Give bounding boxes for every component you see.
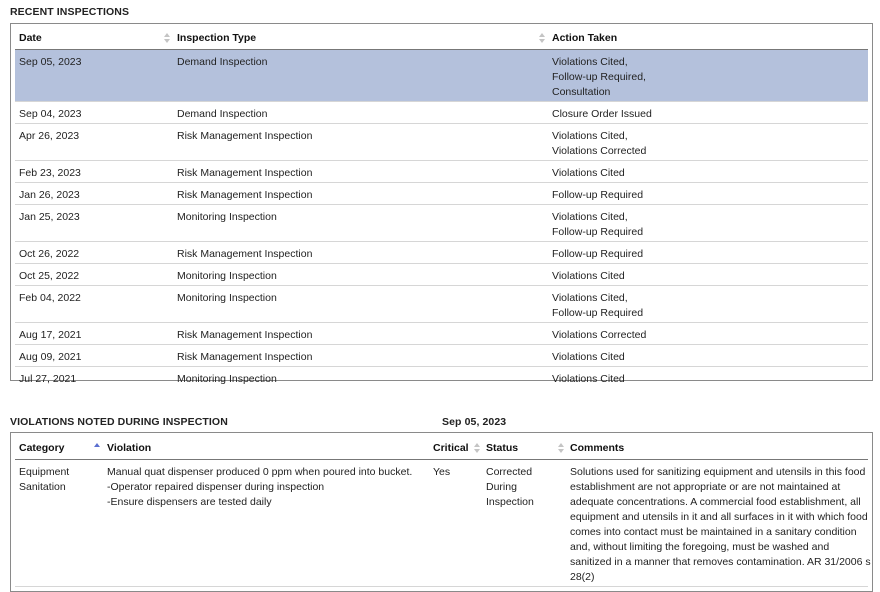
table-row[interactable]: [15, 286, 868, 323]
inspection-type-cell: Monitoring Inspection: [177, 292, 277, 304]
inspection-type-cell: Risk Management Inspection: [177, 351, 313, 363]
date-cell: Sep 05, 2023: [19, 56, 82, 68]
date-cell: Sep 04, 2023: [19, 108, 82, 120]
category-cell: [19, 465, 69, 495]
comments-cell-line: and, without limiting the foregoing, must be washed and: [570, 541, 830, 553]
comments-cell-line: 28(2): [570, 571, 595, 583]
inspection-type-cell: Risk Management Inspection: [177, 189, 313, 201]
col-header-inspection-type[interactable]: Inspection Type: [177, 32, 257, 44]
action-taken-cell: [552, 210, 643, 240]
inspections-header-row: [11, 24, 872, 49]
action-taken-cell: [552, 55, 646, 100]
action-taken-cell-line: Follow-up Required: [552, 307, 644, 319]
action-taken-cell-line: Violations Cited: [552, 167, 625, 179]
violation-cell-line: Manual quat dispenser produced 0 ppm when poured into bucket.: [107, 466, 413, 478]
violations-table: [10, 432, 873, 592]
table-row[interactable]: [15, 367, 868, 388]
date-cell: Jan 25, 2023: [19, 211, 80, 223]
col-header-action-taken[interactable]: Action Taken: [552, 32, 618, 44]
recent-inspections-title: RECENT INSPECTIONS: [10, 6, 130, 18]
action-taken-cell-line: Violations Cited,: [552, 56, 628, 68]
action-taken-cell-line: Violations Corrected: [552, 329, 647, 341]
action-taken-cell-line: Consultation: [552, 86, 611, 98]
action-taken-cell-line: Follow-up Required: [552, 189, 644, 201]
inspection-type-cell: Risk Management Inspection: [177, 248, 313, 260]
status-cell-line: Corrected: [486, 466, 533, 478]
table-row[interactable]: [15, 183, 868, 205]
category-cell-line: Sanitation: [19, 481, 66, 493]
inspection-type-cell: Monitoring Inspection: [177, 211, 277, 223]
sort-icon[interactable]: [164, 32, 170, 44]
inspection-type-cell: Demand Inspection: [177, 56, 268, 68]
action-taken-cell: [552, 291, 643, 321]
violations-title: VIOLATIONS NOTED DURING INSPECTION: [10, 416, 228, 428]
violations-header-row: [11, 433, 872, 458]
action-taken-cell-line: Violations Cited,: [552, 292, 628, 304]
action-taken-cell: [552, 247, 643, 262]
action-taken-cell: [552, 350, 625, 365]
violations-inspection-date: Sep 05, 2023: [442, 416, 507, 428]
inspection-type-cell: Monitoring Inspection: [177, 270, 277, 282]
inspections-table: [10, 23, 873, 385]
status-cell-line: Inspection: [486, 496, 534, 508]
col-header-violation[interactable]: Violation: [107, 442, 152, 454]
action-taken-cell: [552, 328, 646, 343]
sort-icon[interactable]: [539, 32, 545, 44]
date-cell: Aug 17, 2021: [19, 329, 82, 341]
inspection-type-cell: Risk Management Inspection: [177, 130, 313, 142]
comments-cell-line: comes into contact must be maintained in a sanitary condition: [570, 526, 857, 538]
violation-cell: [107, 465, 412, 510]
action-taken-cell-line: Follow-up Required,: [552, 71, 646, 83]
date-cell: Aug 09, 2021: [19, 351, 82, 363]
action-taken-cell: [552, 269, 625, 284]
action-taken-cell-line: Violations Cited: [552, 270, 625, 282]
date-cell: Apr 26, 2023: [19, 130, 80, 142]
action-taken-cell: [552, 166, 625, 181]
comments-cell-line: adequate concentrations. A commercial food establishment, all: [570, 496, 861, 508]
inspection-type-cell: Demand Inspection: [177, 108, 268, 120]
table-row[interactable]: [15, 345, 868, 367]
date-cell: Oct 26, 2022: [19, 248, 80, 260]
table-row[interactable]: [15, 242, 868, 264]
status-cell: [486, 465, 534, 510]
sort-ascending-icon[interactable]: [94, 442, 100, 448]
action-taken-cell-line: Follow-up Required: [552, 248, 644, 260]
status-cell-line: During: [486, 481, 517, 493]
action-taken-cell-line: Follow-up Required: [552, 226, 644, 238]
date-cell: Feb 04, 2022: [19, 292, 81, 304]
action-taken-cell-line: Violations Cited,: [552, 211, 628, 223]
inspection-type-cell: Monitoring Inspection: [177, 373, 277, 385]
date-cell: Feb 23, 2023: [19, 167, 81, 179]
action-taken-cell-line: Violations Cited,: [552, 130, 628, 142]
comments-cell-line: establishment are not appropriate or are not maintained at: [570, 481, 841, 493]
col-header-status[interactable]: Status: [486, 442, 519, 454]
action-taken-cell: [552, 372, 625, 387]
comments-cell-line: sanitized in a manner that removes contamination. AR 31/2006 s: [570, 556, 871, 568]
action-taken-cell: [552, 129, 646, 159]
critical-cell: Yes: [433, 466, 451, 478]
table-row[interactable]: [15, 102, 868, 124]
violation-row[interactable]: [15, 460, 871, 587]
comments-cell: [570, 465, 871, 585]
col-header-critical[interactable]: Critical: [433, 442, 469, 454]
violation-cell-line: -Operator repaired dispenser during inspection: [107, 481, 325, 493]
date-cell: Jul 27, 2021: [19, 373, 77, 385]
col-header-category[interactable]: Category: [19, 442, 65, 454]
action-taken-cell-line: Violations Cited: [552, 373, 625, 385]
table-row[interactable]: [15, 161, 868, 183]
col-header-comments[interactable]: Comments: [570, 442, 625, 454]
action-taken-cell-line: Closure Order Issued: [552, 108, 652, 120]
inspection-type-cell: Risk Management Inspection: [177, 329, 313, 341]
category-cell-line: Equipment: [19, 466, 70, 478]
table-row[interactable]: [15, 50, 868, 102]
action-taken-cell: [552, 188, 643, 203]
action-taken-cell-line: Violations Cited: [552, 351, 625, 363]
violation-cell-line: -Ensure dispensers are tested daily: [107, 496, 272, 508]
table-row[interactable]: [15, 124, 868, 161]
sort-icon[interactable]: [558, 442, 564, 454]
comments-cell-line: equipment and utensils in it and all surfaces in it with which food: [570, 511, 868, 523]
table-row[interactable]: [15, 323, 868, 345]
inspection-type-cell: Risk Management Inspection: [177, 167, 313, 179]
col-header-date[interactable]: Date: [19, 32, 42, 44]
sort-icon[interactable]: [474, 442, 480, 454]
action-taken-cell-line: Violations Corrected: [552, 145, 647, 157]
action-taken-cell: [552, 107, 652, 122]
table-row[interactable]: [15, 264, 868, 286]
table-row[interactable]: [15, 205, 868, 242]
comments-cell-line: Solutions used for sanitizing equipment and utensils in this food: [570, 466, 866, 478]
date-cell: Oct 25, 2022: [19, 270, 80, 282]
date-cell: Jan 26, 2023: [19, 189, 80, 201]
